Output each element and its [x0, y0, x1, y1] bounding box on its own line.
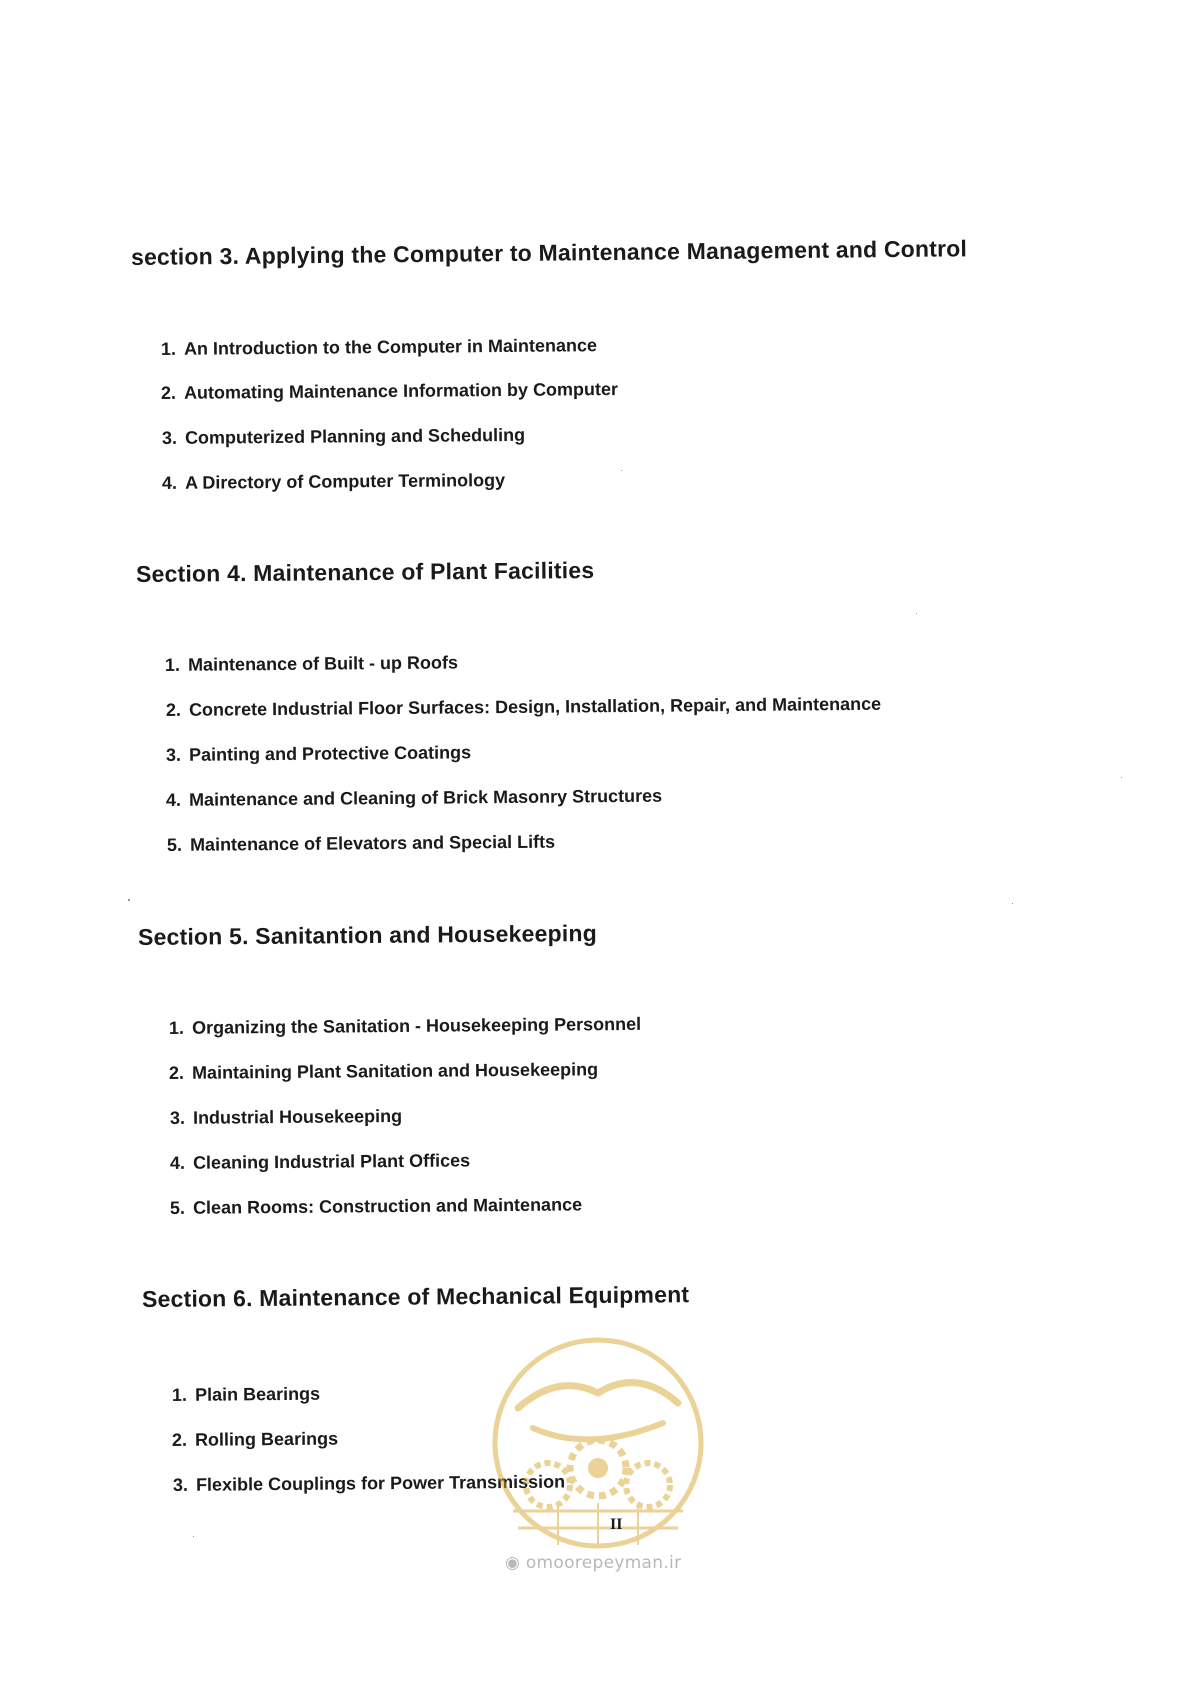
list-item: 1. An Introduction to the Computer in Maintenance — [160, 335, 598, 359]
list-item: 1. Maintenance of Built - up Roofs — [164, 652, 459, 675]
list-item: 2. Rolling Bearings — [171, 1428, 339, 1450]
scan-speck — [621, 470, 622, 471]
section-heading: Section 4. Maintenance of Plant Facilities — [135, 557, 595, 587]
list-item: 3. Industrial Housekeeping — [169, 1105, 403, 1128]
list-item: 5. Maintenance of Elevators and Special Lifts — [166, 831, 556, 855]
list-item: 3. Computerized Planning and Scheduling — [161, 424, 526, 448]
section-heading: section 3. Applying the Computer to Maintenance Management and Control — [130, 235, 968, 270]
scan-speck — [916, 613, 917, 614]
list-item: 2. Maintaining Plant Sanitation and Housekeeping — [168, 1059, 599, 1083]
list-item: 4. Cleaning Industrial Plant Offices — [169, 1150, 471, 1173]
list-item: 2. Automating Maintenance Information by Computer — [160, 379, 619, 403]
list-item: 5. Clean Rooms: Construction and Maintenance — [169, 1194, 583, 1218]
watermark-url: ◉ omoorepeyman.ir — [505, 1553, 682, 1573]
list-item: 4. A Directory of Computer Terminology — [161, 470, 506, 493]
scan-speck — [193, 1536, 194, 1537]
list-item: 3. Flexible Couplings for Power Transmission — [172, 1471, 566, 1495]
list-item: 1. Plain Bearings — [171, 1383, 321, 1405]
scan-speck — [128, 899, 130, 901]
scan-speck — [1121, 777, 1122, 778]
section-heading: Section 6. Maintenance of Mechanical Equipment — [141, 1281, 690, 1312]
list-item: 2. Concrete Industrial Floor Surfaces: Design, Installation, Repair, and Maintenance — [165, 693, 882, 720]
section-heading: Section 5. Sanitantion and Housekeeping — [137, 919, 598, 950]
watermark-logo-icon — [488, 1333, 708, 1553]
page-number: II — [610, 1516, 623, 1533]
list-item: 4. Maintenance and Cleaning of Brick Masonry Structures — [165, 785, 663, 810]
list-item: 3. Painting and Protective Coatings — [165, 742, 472, 765]
list-item: 1. Organizing the Sanitation - Housekeeping Personnel — [168, 1013, 642, 1038]
scan-speck — [1012, 903, 1013, 904]
